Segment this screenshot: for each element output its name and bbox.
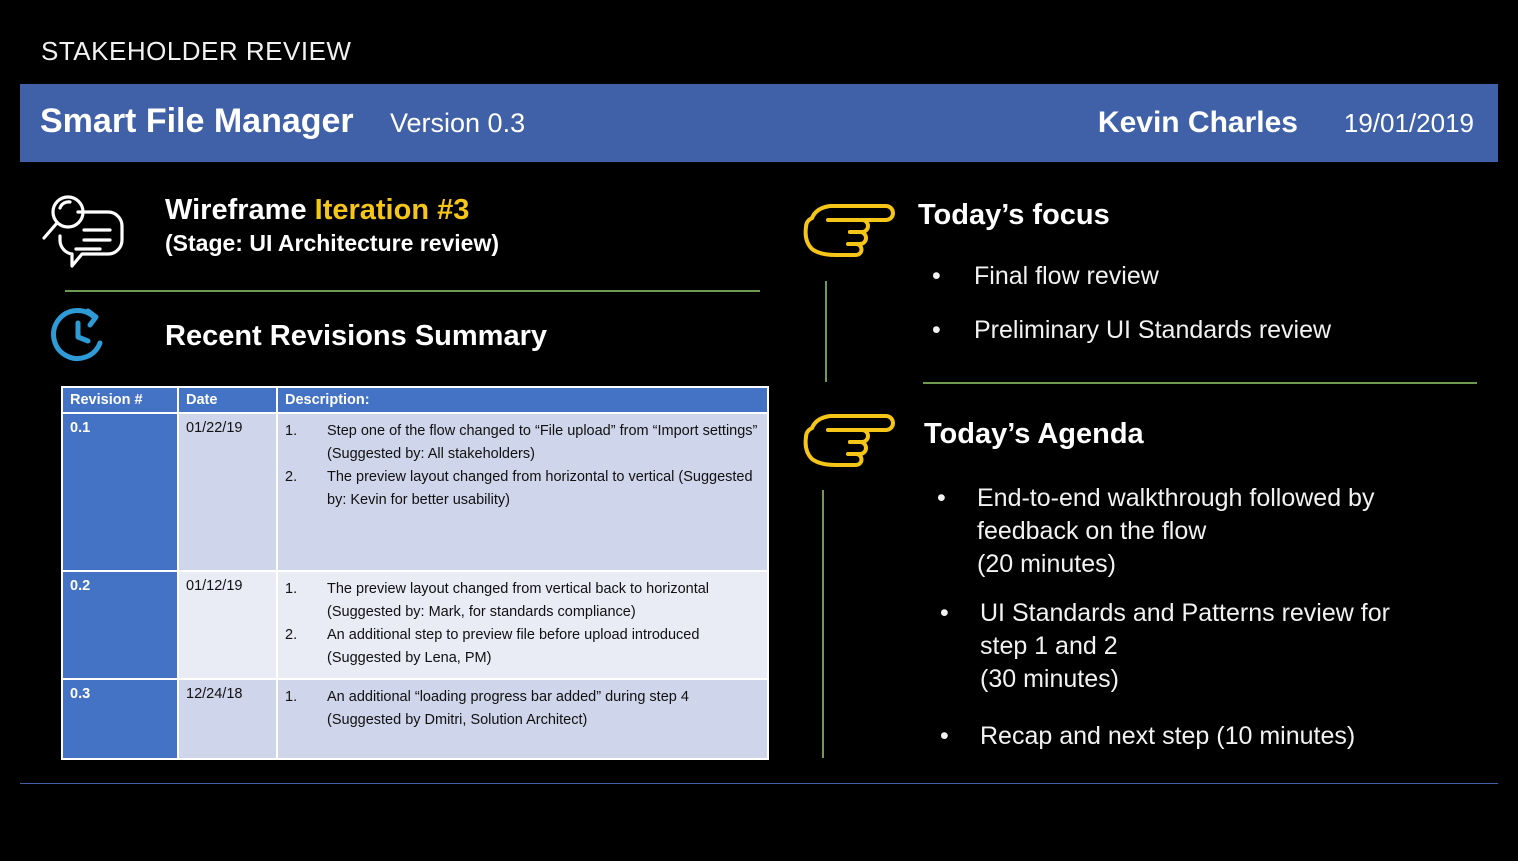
chat-search-icon [38, 190, 128, 272]
revisions-title: Recent Revisions Summary [165, 320, 547, 352]
slide-title: STAKEHOLDER REVIEW [41, 36, 352, 66]
bullet-dot: • [937, 484, 946, 512]
revisions-table [61, 386, 769, 760]
agenda-item [940, 720, 1356, 753]
agenda-connector-line [822, 490, 824, 758]
focus-item [932, 314, 1332, 347]
revision-number: 0.1 [62, 413, 178, 571]
revision-date: 01/22/19 [178, 413, 277, 571]
bullet-dot: • [940, 722, 949, 750]
column-header: Date [178, 387, 277, 413]
list-item [285, 578, 760, 624]
agenda-item-line: UI Standards and Patterns review for [980, 599, 1390, 627]
revision-number: 0.2 [62, 571, 178, 679]
item-text: The preview layout changed from horizontal to vertical (Suggested by: Kevin for better usability) [327, 469, 753, 508]
table-row [62, 571, 768, 679]
item-text: An additional step to preview file before upload introduced (Suggested by Lena, PM) [327, 627, 700, 666]
revision-date: 01/12/19 [178, 571, 277, 679]
agenda-item-line: End-to-end walkthrough followed by [977, 484, 1375, 512]
bullet-dot: • [932, 316, 941, 344]
agenda-item-line: feedback on the flow [977, 517, 1207, 545]
agenda-item-line: (30 minutes) [980, 665, 1119, 693]
pointing-hand-icon [802, 198, 898, 262]
revision-description [277, 413, 768, 571]
item-number: 2. [285, 627, 298, 643]
history-clock-icon [48, 303, 110, 365]
column-header: Description: [277, 387, 768, 413]
app-name: Smart File Manager [40, 102, 354, 140]
focus-item-text: Final flow review [974, 262, 1159, 290]
agenda-item-line: step 1 and 2 [980, 632, 1118, 660]
item-number: 2. [285, 469, 298, 485]
revision-date: 12/24/18 [178, 679, 277, 759]
header-date: 19/01/2019 [1343, 108, 1474, 138]
wireframe-title-prefix: Wireframe [165, 194, 315, 226]
list-item [285, 420, 760, 466]
left-divider [65, 290, 760, 292]
item-number: 1. [285, 689, 298, 705]
pointing-hand-icon [802, 408, 898, 472]
item-number: 1. [285, 423, 298, 439]
focus-item-text: Preliminary UI Standards review [974, 316, 1332, 344]
list-item [285, 686, 760, 732]
focus-item [932, 260, 1159, 293]
bullet-dot: • [932, 262, 941, 290]
agenda-title: Today’s Agenda [924, 418, 1144, 450]
bullet-dot: • [940, 599, 949, 627]
right-divider [923, 382, 1477, 384]
table-row [62, 413, 768, 571]
version-label: Version 0.3 [390, 108, 526, 138]
revision-description [277, 571, 768, 679]
footer-line [20, 783, 1498, 784]
header-bar [20, 84, 1498, 162]
list-item [285, 624, 760, 670]
item-number: 1. [285, 581, 298, 597]
agenda-item-line: Recap and next step (10 minutes) [980, 722, 1356, 750]
table-row [62, 679, 768, 759]
item-text: Step one of the flow changed to “File upload” from “Import settings” (Suggested by: All stakeholders) [327, 423, 758, 462]
revision-description [277, 679, 768, 759]
agenda-item [937, 482, 1375, 581]
wireframe-title [165, 194, 469, 227]
revision-number: 0.3 [62, 679, 178, 759]
focus-connector-line [825, 281, 827, 382]
column-header: Revision # [62, 387, 178, 413]
item-text: The preview layout changed from vertical back to horizontal (Suggested by: Mark, for standards compliance) [327, 581, 710, 620]
iteration-label: Iteration #3 [314, 194, 470, 226]
agenda-item [940, 597, 1390, 696]
item-text: An additional “loading progress bar added” during step 4 (Suggested by Dmitri, Solution Architect) [327, 689, 689, 728]
table-header-row [62, 387, 768, 413]
author-name: Kevin Charles [1097, 106, 1298, 139]
focus-title: Today’s focus [918, 199, 1110, 231]
list-item [285, 466, 760, 512]
wireframe-stage: (Stage: UI Architecture review) [165, 230, 500, 256]
agenda-item-line: (20 minutes) [977, 550, 1116, 578]
